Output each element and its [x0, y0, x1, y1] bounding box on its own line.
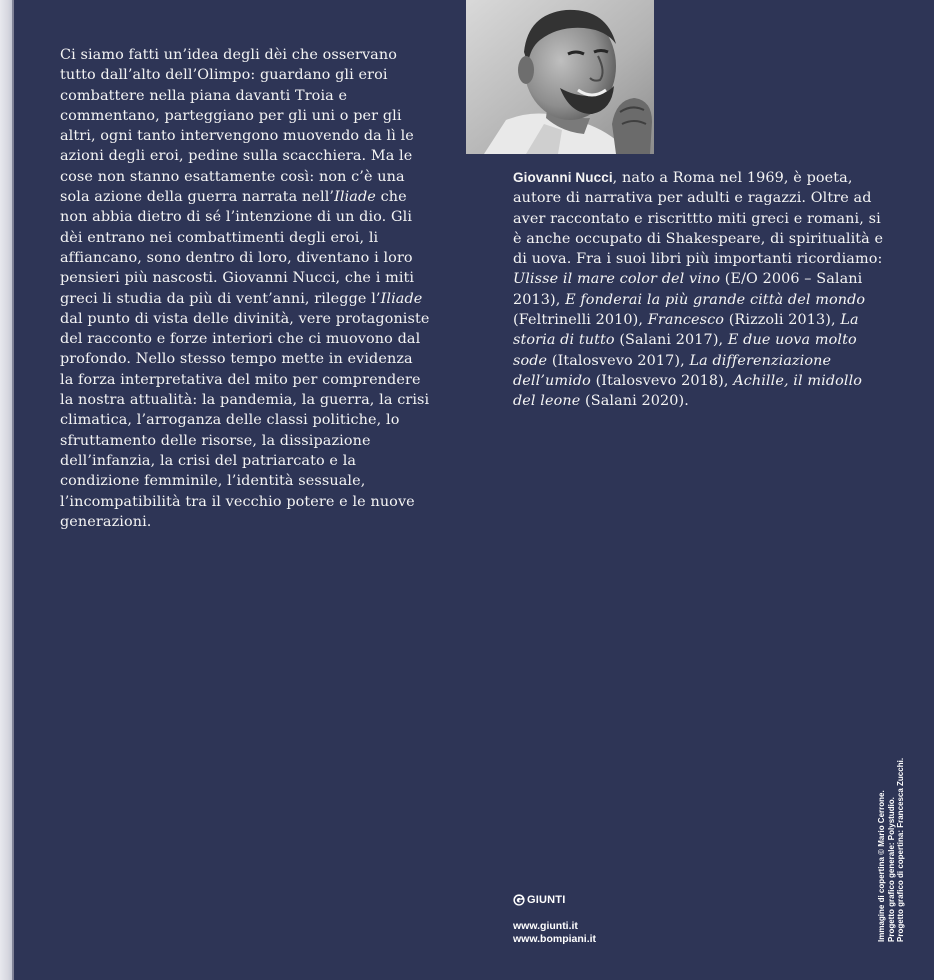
book-title-iliade: Iliade — [334, 189, 376, 206]
credit-cover-design: Progetto grafico di copertina: Francesca Zucchi. — [895, 757, 905, 942]
book-title: Achille, il midollo del leone — [513, 372, 863, 410]
spine-edge — [0, 0, 14, 980]
book-title: Ulisse il mare color del vino — [513, 271, 721, 288]
publisher-block — [513, 892, 596, 945]
url-bompiani[interactable]: www.bompiani.it — [513, 932, 597, 945]
book-title: E due uova molto sode — [513, 332, 857, 369]
credit-cover-image: Immagine di copertina © Mario Cerrone. — [876, 790, 886, 942]
book-title: La differenziazione dell’umido — [513, 352, 832, 389]
book-title: La storia di tutto — [513, 312, 859, 349]
book-title-iliade: Iliade — [380, 290, 423, 307]
author-bio: Giovanni Nucci, nato a Roma nel 1969, è poeta, autore di narrativa per adulti e ragazzi. Oltre ad aver raccontato e riscrittto miti greci e romani, si è anche occupato di Shakespeare, di spiritualità e di uova. Fra i suoi libri più importanti ricordiamo: Ulisse il mare color del vino (E/O 2006 – Salani 2013), E fonderai la più grande città del mondo (Feltrinelli 2010), Francesco (Rizzoli 2013), La storia di tutto (Salani 2017), E due uova molto sode (Italosvevo 2017), La differenziazione dell’umido (Italosvevo 2018), Achille, il midollo del leone (Salani 2020). — [513, 170, 884, 410]
credit-graphic-design: Progetto grafico generale: Polystudio. — [886, 797, 896, 942]
book-title: Francesco — [647, 312, 725, 329]
giunti-g-icon — [513, 894, 525, 906]
cover-credits — [865, 742, 917, 942]
book-title: E fonderai la più grande città del mondo — [565, 291, 866, 308]
publisher-logo — [513, 892, 596, 908]
publisher-logo-text: GIUNTI — [527, 894, 566, 906]
author-name: Giovanni Nucci — [513, 170, 613, 185]
url-giunti[interactable]: www.giunti.it — [513, 920, 578, 932]
blurb-text: Ci siamo fatti un’idea degli dèi che osservano tutto dall’alto dell’Olimpo: guardano gli eroi combattere nella piana davanti Troia e commentano, parteggiano per gli uni o per gli altri, ogni tanto intervengono muovendo da lì le azioni degli eroi, pedine sulla scacchiera. Ma le cose non stanno esattamente così: non c’è una sola azione della guerra narrata nell’Iliade che non abbia dietro di sé l’intenzione di un dio. Gli dèi entrano nei combattimenti degli eroi, li affiancano, sono dentro di loro, diventano i loro pensieri più nascosti. Giovanni Nucci, che i miti greci li studia da più di vent’anni, rilegge l’Iliade dal punto di vista delle divinità, vere protagoniste del racconto e forze interiori che ci muovono dal profondo. Nello stesso tempo mette in evidenza la forza interpretativa del mito per comprendere la nostra attualità: la pandemia, la guerra, la crisi climatica, l’arroganza delle classi politiche, lo sfruttamento delle risorse, la dissipazione dell’infanzia, la crisi del patriarcato e la condizione femminile, l’identità sessuale, l’incompatibilità tra il vecchio potere e le nuove generazioni. — [60, 47, 430, 530]
author-photo — [466, 0, 654, 154]
